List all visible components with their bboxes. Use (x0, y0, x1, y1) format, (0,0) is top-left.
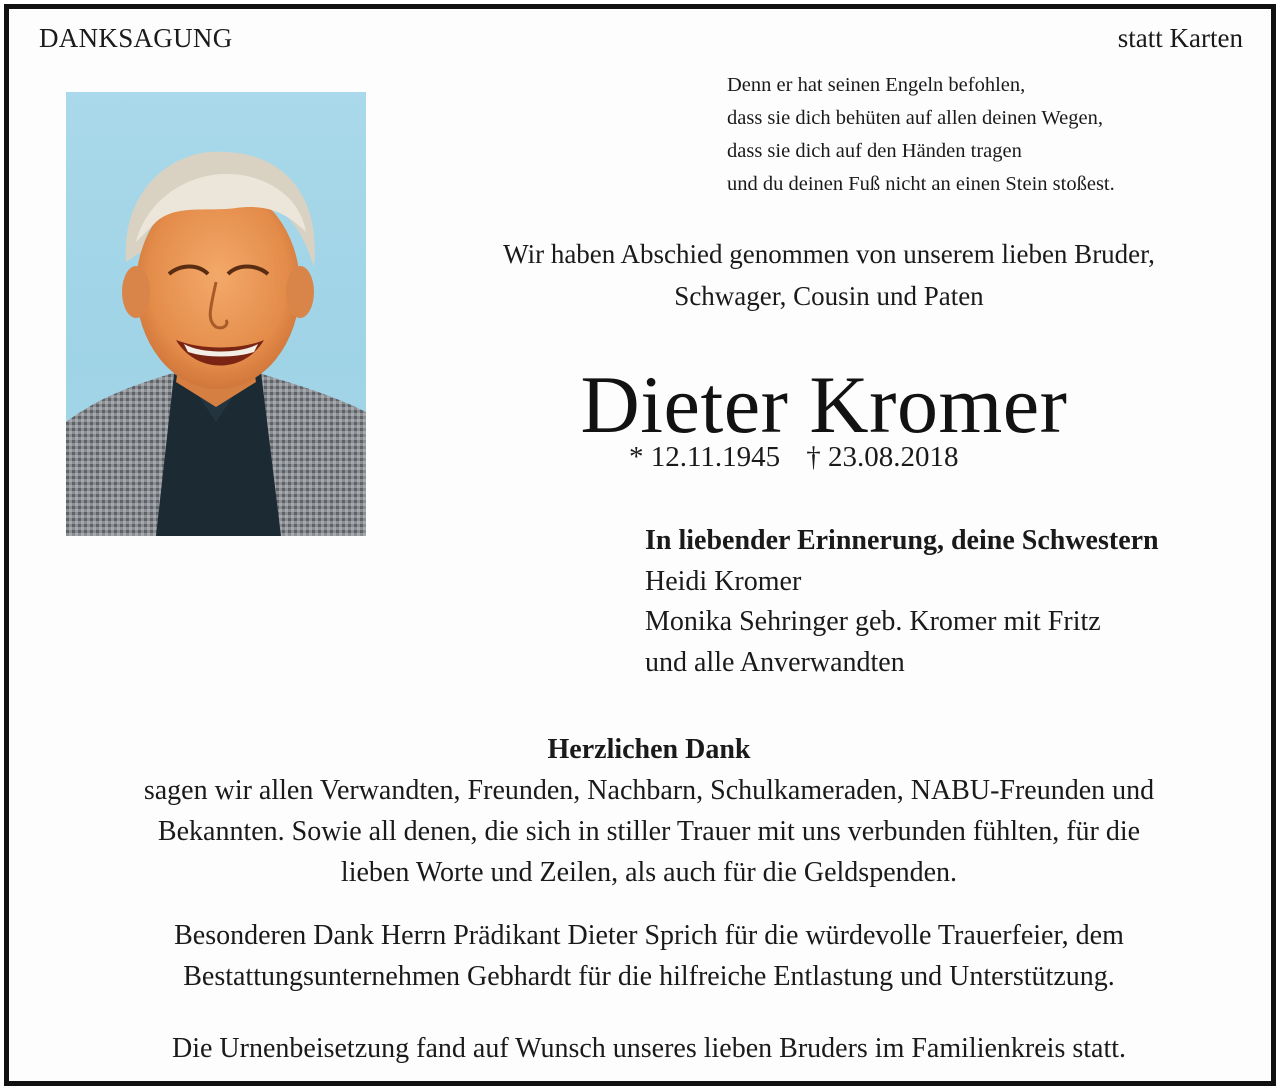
special-thanks-line: Besonderen Dank Herrn Prädikant Dieter Sprich für die würdevolle Trauerfeier, dem (174, 920, 1124, 951)
verse-line: Denn er hat seinen Engeln befohlen, (727, 74, 1026, 96)
mourner-line: und alle Anverwandten (645, 646, 905, 678)
mourner-line: Heidi Kromer (645, 565, 802, 597)
thanks-block (29, 729, 1269, 893)
portrait-illustration (66, 92, 366, 536)
verse-line: dass sie dich auf den Händen tragen (727, 140, 1022, 162)
special-thanks-line: Bestattungsunternehmen Gebhardt für die hilfreiche Entlastung und Unterstützung. (183, 961, 1115, 992)
intro-line: Wir haben Abschied genommen von unserem lieben Bruder, (503, 239, 1155, 269)
mourners-heading: In liebender Erinnerung, deine Schwestern (645, 525, 1159, 556)
thanks-heading: Herzlichen Dank (547, 734, 751, 765)
special-thanks-block (29, 915, 1269, 997)
mourner-line: Monika Sehringer geb. Kromer mit Fritz (645, 606, 1101, 637)
thanks-line: Bekannten. Sowie all denen, die sich in stiller Trauer mit uns verbunden fühlten, für die (157, 816, 1141, 847)
statt-karten-label: statt Karten (1117, 23, 1243, 53)
intro-line: Schwager, Cousin und Paten (674, 281, 984, 311)
closing-note: Die Urnenbeisetzung fand auf Wunsch unseres lieben Bruders im Familienkreis statt. (172, 1033, 1126, 1064)
notice-type-label: DANKSAGUNG (39, 23, 233, 53)
farewell-intro (399, 233, 1259, 317)
portrait-photo (66, 92, 366, 536)
birth-date: * 12.11.1945 (629, 441, 781, 473)
obituary-notice (4, 4, 1276, 1086)
verse-line: dass sie dich behüten auf allen deinen Wegen, (727, 107, 1103, 129)
death-date: † 23.08.2018 (806, 441, 959, 473)
mourners-block (645, 521, 1159, 683)
life-dates (629, 441, 958, 474)
thanks-line: lieben Worte und Zeilen, als auch für die Geldspenden. (340, 857, 958, 888)
deceased-name: Dieter Kromer (580, 359, 1068, 450)
bible-verse (727, 69, 1115, 201)
verse-line: und du deinen Fuß nicht an einen Stein stoßest. (727, 173, 1115, 195)
thanks-line: sagen wir allen Verwandten, Freunden, Nachbarn, Schulkameraden, NABU-Freunden und (143, 775, 1155, 806)
